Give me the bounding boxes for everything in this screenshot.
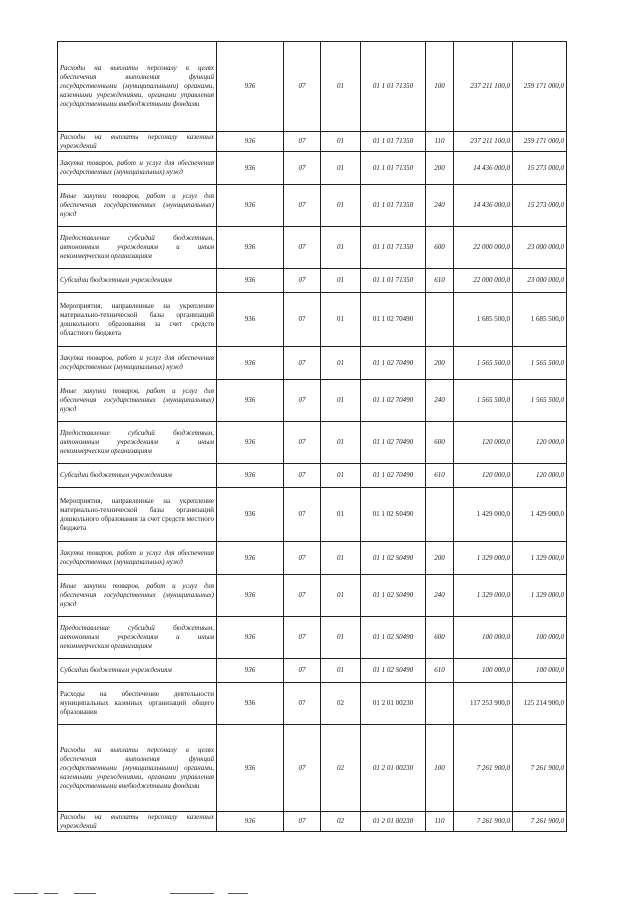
row-name: Закупка товаров, работ и услуг для обеспечения государственных (муниципальных) нужд <box>58 542 217 575</box>
section-code: 07 <box>284 422 321 464</box>
expense-type-code: 600 <box>426 227 454 269</box>
row-name: Расходы на выплаты персоналу в целях обеспечения выполнения функций государственными (муниципальными) органами, казенными учреждениями, органами управления государственными внебюджетными фондами <box>58 725 217 812</box>
row-name: Предоставление субсидий бюджетным, автономным учреждениям и иным некоммерческим организациям <box>58 617 217 659</box>
row-name: Иные закупки товаров, работ и услуг для обеспечения государственных (муниципальных) нужд <box>58 575 217 617</box>
row-name: Предоставление субсидий бюджетным, автономным учреждениям и иным некоммерческим организациям <box>58 422 217 464</box>
table-row <box>58 132 567 152</box>
subsection-code: 01 <box>321 132 361 152</box>
section-code: 07 <box>284 617 321 659</box>
table-row <box>58 293 567 347</box>
section-code: 07 <box>284 488 321 542</box>
table-row <box>58 422 567 464</box>
footer-mark <box>170 893 214 894</box>
section-code: 07 <box>284 269 321 293</box>
ved-code: 936 <box>217 132 284 152</box>
expense-type-code: 200 <box>426 347 454 380</box>
expense-type-code <box>426 488 454 542</box>
amount-year-2: 7 261 900,0 <box>513 812 567 832</box>
section-code: 07 <box>284 132 321 152</box>
row-name: Субсидии бюджетным учреждениям <box>58 464 217 488</box>
amount-year-2: 1 329 000,0 <box>513 542 567 575</box>
subsection-code: 01 <box>321 42 361 132</box>
row-name: Иные закупки товаров, работ и услуг для обеспечения государственных (муниципальных) нужд <box>58 185 217 227</box>
amount-year-1: 117 253 900,0 <box>454 683 513 725</box>
footer-mark <box>44 893 58 894</box>
ved-code: 936 <box>217 293 284 347</box>
subsection-code: 01 <box>321 488 361 542</box>
amount-year-2: 259 171 000,0 <box>513 132 567 152</box>
expense-type-code: 100 <box>426 725 454 812</box>
amount-year-2: 1 429 000,0 <box>513 488 567 542</box>
subsection-code: 01 <box>321 269 361 293</box>
ved-code: 936 <box>217 269 284 293</box>
target-article-code: 01 1 02 S0490 <box>361 659 426 683</box>
amount-year-1: 1 565 500,0 <box>454 380 513 422</box>
target-article-code: 01 1 01 71350 <box>361 152 426 185</box>
expense-type-code: 610 <box>426 659 454 683</box>
ved-code: 936 <box>217 683 284 725</box>
footer-mark <box>14 893 38 894</box>
table-row <box>58 42 567 132</box>
ved-code: 936 <box>217 542 284 575</box>
expense-type-code: 600 <box>426 422 454 464</box>
amount-year-1: 7 261 900,0 <box>454 812 513 832</box>
ved-code: 936 <box>217 42 284 132</box>
expense-type-code: 240 <box>426 575 454 617</box>
row-name: Мероприятия, направленные на укрепление материально-технической базы организаций дошкольного образования за счет средств местного бюджета <box>58 488 217 542</box>
expense-type-code: 240 <box>426 185 454 227</box>
ved-code: 936 <box>217 575 284 617</box>
amount-year-2: 1 565 500,0 <box>513 347 567 380</box>
section-code: 07 <box>284 185 321 227</box>
section-code: 07 <box>284 542 321 575</box>
expense-type-code: 610 <box>426 269 454 293</box>
section-code: 07 <box>284 464 321 488</box>
row-name: Расходы на обеспечение деятельности муниципальных казенных организаций общего образования <box>58 683 217 725</box>
budget-table-body <box>58 42 567 832</box>
amount-year-2: 1 329 000,0 <box>513 575 567 617</box>
ved-code: 936 <box>217 152 284 185</box>
subsection-code: 01 <box>321 464 361 488</box>
amount-year-1: 22 000 000,0 <box>454 227 513 269</box>
amount-year-1: 14 436 000,0 <box>454 152 513 185</box>
subsection-code: 01 <box>321 542 361 575</box>
expense-type-code: 200 <box>426 542 454 575</box>
target-article-code: 01 1 02 70490 <box>361 380 426 422</box>
table-row <box>58 347 567 380</box>
amount-year-2: 1 685 500,0 <box>513 293 567 347</box>
ved-code: 936 <box>217 812 284 832</box>
subsection-code: 01 <box>321 152 361 185</box>
target-article-code: 01 2 01 00230 <box>361 725 426 812</box>
subsection-code: 01 <box>321 422 361 464</box>
amount-year-1: 1 685 500,0 <box>454 293 513 347</box>
amount-year-1: 100 000,0 <box>454 659 513 683</box>
section-code: 07 <box>284 227 321 269</box>
section-code: 07 <box>284 659 321 683</box>
target-article-code: 01 1 02 70490 <box>361 464 426 488</box>
table-row <box>58 683 567 725</box>
ved-code: 936 <box>217 659 284 683</box>
ved-code: 936 <box>217 422 284 464</box>
amount-year-2: 23 000 000,0 <box>513 227 567 269</box>
table-row <box>58 185 567 227</box>
row-name: Мероприятия, направленные на укрепление материально-технической базы организаций дошкольного образования за счет средств областного бюджета <box>58 293 217 347</box>
amount-year-1: 1 329 000,0 <box>454 542 513 575</box>
target-article-code: 01 1 02 70490 <box>361 422 426 464</box>
ved-code: 936 <box>217 380 284 422</box>
section-code: 07 <box>284 152 321 185</box>
section-code: 07 <box>284 812 321 832</box>
expense-type-code: 240 <box>426 380 454 422</box>
expense-type-code: 200 <box>426 152 454 185</box>
amount-year-2: 125 214 900,0 <box>513 683 567 725</box>
subsection-code: 01 <box>321 293 361 347</box>
expense-type-code: 600 <box>426 617 454 659</box>
section-code: 07 <box>284 575 321 617</box>
amount-year-2: 15 273 000,0 <box>513 152 567 185</box>
amount-year-1: 100 000,0 <box>454 617 513 659</box>
section-code: 07 <box>284 725 321 812</box>
section-code: 07 <box>284 42 321 132</box>
row-name: Закупка товаров, работ и услуг для обеспечения государственных (муниципальных) нужд <box>58 152 217 185</box>
amount-year-1: 14 436 000,0 <box>454 185 513 227</box>
subsection-code: 01 <box>321 575 361 617</box>
target-article-code: 01 1 01 71350 <box>361 185 426 227</box>
table-row <box>58 152 567 185</box>
table-row <box>58 812 567 832</box>
ved-code: 936 <box>217 227 284 269</box>
amount-year-1: 1 329 000,0 <box>454 575 513 617</box>
table-row <box>58 659 567 683</box>
amount-year-1: 237 211 100,0 <box>454 132 513 152</box>
row-name: Закупка товаров, работ и услуг для обеспечения государственных (муниципальных) нужд <box>58 347 217 380</box>
subsection-code: 01 <box>321 659 361 683</box>
subsection-code: 02 <box>321 812 361 832</box>
amount-year-2: 120 000,0 <box>513 422 567 464</box>
section-code: 07 <box>284 683 321 725</box>
ved-code: 936 <box>217 617 284 659</box>
row-name: Субсидии бюджетным учреждениям <box>58 269 217 293</box>
row-name: Субсидии бюджетным учреждениям <box>58 659 217 683</box>
amount-year-1: 120 000,0 <box>454 464 513 488</box>
ved-code: 936 <box>217 725 284 812</box>
target-article-code: 01 2 01 00230 <box>361 812 426 832</box>
amount-year-1: 1 429 000,0 <box>454 488 513 542</box>
target-article-code: 01 1 02 70490 <box>361 293 426 347</box>
amount-year-2: 23 000 000,0 <box>513 269 567 293</box>
subsection-code: 02 <box>321 683 361 725</box>
expense-type-code: 610 <box>426 464 454 488</box>
row-name: Расходы на выплаты персоналу казенных учреждений <box>58 132 217 152</box>
amount-year-2: 100 000,0 <box>513 617 567 659</box>
table-row <box>58 575 567 617</box>
table-row <box>58 542 567 575</box>
amount-year-2: 120 000,0 <box>513 464 567 488</box>
expense-type-code <box>426 683 454 725</box>
amount-year-1: 1 565 500,0 <box>454 347 513 380</box>
amount-year-2: 7 261 900,0 <box>513 725 567 812</box>
amount-year-2: 259 171 000,0 <box>513 42 567 132</box>
ved-code: 936 <box>217 185 284 227</box>
target-article-code: 01 2 01 00230 <box>361 683 426 725</box>
target-article-code: 01 1 01 71350 <box>361 269 426 293</box>
ved-code: 936 <box>217 347 284 380</box>
subsection-code: 01 <box>321 227 361 269</box>
target-article-code: 01 1 02 S0490 <box>361 617 426 659</box>
target-article-code: 01 1 01 71350 <box>361 42 426 132</box>
amount-year-2: 15 273 000,0 <box>513 185 567 227</box>
table-row <box>58 380 567 422</box>
ved-code: 936 <box>217 488 284 542</box>
row-name: Расходы на выплаты персоналу казенных учреждений <box>58 812 217 832</box>
ved-code: 936 <box>217 464 284 488</box>
subsection-code: 01 <box>321 185 361 227</box>
table-row <box>58 617 567 659</box>
section-code: 07 <box>284 380 321 422</box>
budget-table <box>57 41 567 832</box>
row-name: Иные закупки товаров, работ и услуг для обеспечения государственных (муниципальных) нужд <box>58 380 217 422</box>
expense-type-code: 110 <box>426 812 454 832</box>
target-article-code: 01 1 02 70490 <box>361 347 426 380</box>
target-article-code: 01 1 01 71350 <box>361 132 426 152</box>
amount-year-2: 1 565 500,0 <box>513 380 567 422</box>
section-code: 07 <box>284 347 321 380</box>
expense-type-code <box>426 293 454 347</box>
table-row <box>58 269 567 293</box>
subsection-code: 02 <box>321 725 361 812</box>
footer-mark <box>228 893 248 894</box>
table-row <box>58 464 567 488</box>
subsection-code: 01 <box>321 347 361 380</box>
table-row <box>58 488 567 542</box>
subsection-code: 01 <box>321 617 361 659</box>
target-article-code: 01 1 02 S0490 <box>361 542 426 575</box>
target-article-code: 01 1 02 S0490 <box>361 488 426 542</box>
amount-year-1: 120 000,0 <box>454 422 513 464</box>
amount-year-2: 100 000,0 <box>513 659 567 683</box>
amount-year-1: 7 261 900,0 <box>454 725 513 812</box>
expense-type-code: 110 <box>426 132 454 152</box>
expense-type-code: 100 <box>426 42 454 132</box>
table-row <box>58 725 567 812</box>
target-article-code: 01 1 01 71350 <box>361 227 426 269</box>
footer-mark <box>74 893 96 894</box>
row-name: Предоставление субсидий бюджетным, автономным учреждениям и иным некоммерческим организациям <box>58 227 217 269</box>
subsection-code: 01 <box>321 380 361 422</box>
amount-year-1: 237 211 100,0 <box>454 42 513 132</box>
amount-year-1: 22 000 000,0 <box>454 269 513 293</box>
table-row <box>58 227 567 269</box>
target-article-code: 01 1 02 S0490 <box>361 575 426 617</box>
section-code: 07 <box>284 293 321 347</box>
row-name: Расходы на выплаты персоналу в целях обеспечения выполнения функций государственными (муниципальными) органами, казенными учреждениями, органами управления государственными внебюджетными фондами <box>58 42 217 132</box>
